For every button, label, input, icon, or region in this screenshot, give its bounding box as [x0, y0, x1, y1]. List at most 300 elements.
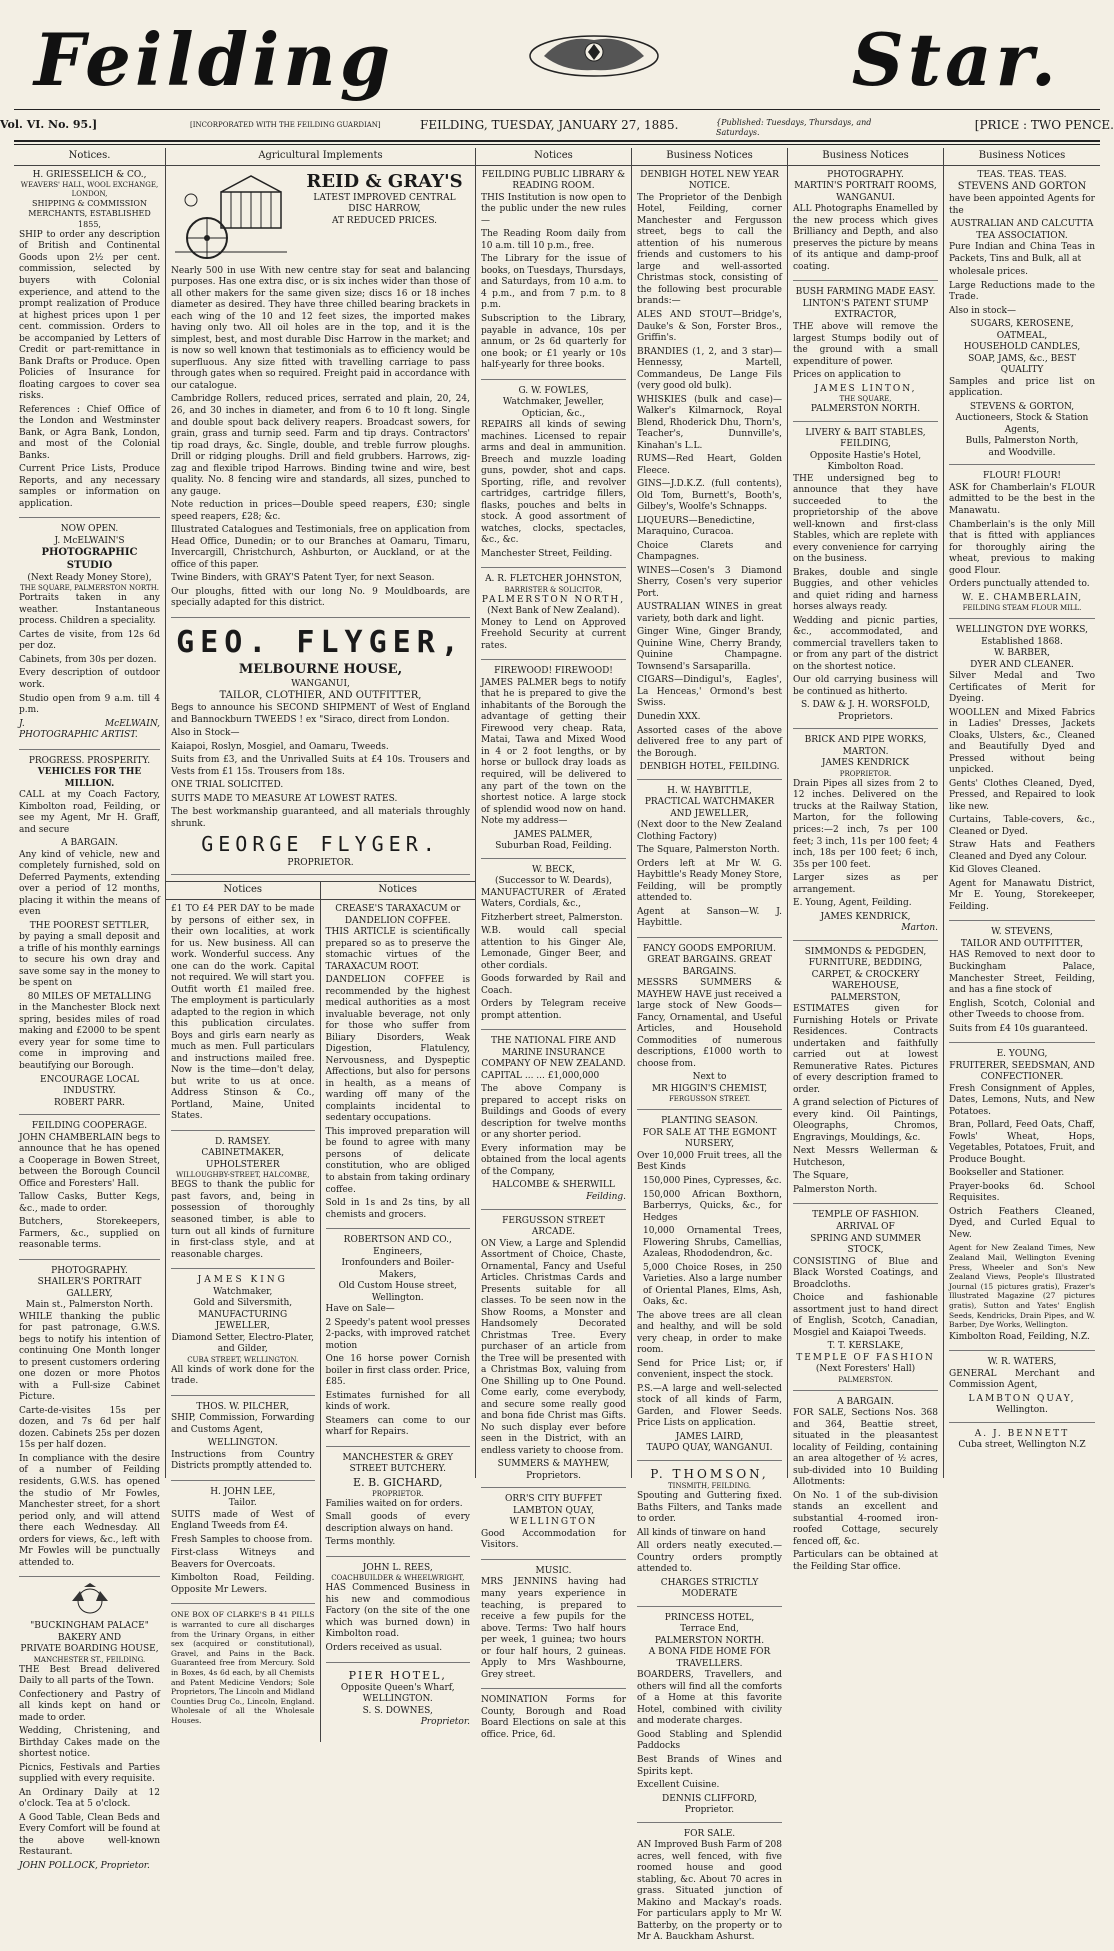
column-heading: Notices [166, 884, 320, 900]
ad-subtitle: HOUSEHOLD CANDLES, [963, 342, 1081, 353]
ad-title: JAMES KING [197, 1275, 288, 1286]
ad-signature: W. BARBER, [993, 648, 1051, 659]
ad-title: TEMPLE OF FASHION. [812, 1210, 919, 1221]
ad-body: ON View, a Large and Splendid Assortment of Choice, Chaste, Ornamental, Fancy and Useful Articles. Christmas Cards and Presents suitable for all classes. To be seen now in the Show Rooms, a Monster and Handsomely Decorated Christmas Tree. Every purchaser of an article from the Tree will be presented with a Christmas Box, valuing from One Shilling up to One Pound. Come early, come everybody, and secure some really good and bona fide Christ mas Gifts. No such display ever before seen in the District, with an endless variety to choose from. [481, 1238, 626, 1456]
ad-subtitle: BARRISTER & SOLICITOR, [504, 585, 603, 594]
ad-signature: JAMES KENDRICK [821, 758, 910, 769]
ad-subtitle: DYER AND CLEANER. [970, 659, 1074, 670]
ad-body: Have on Sale— [325, 1304, 395, 1315]
ad-body: Kid Gloves Cleaned. [949, 865, 1041, 876]
ad-signature: Proprietor. [420, 1717, 470, 1728]
ad-body: P.S.—A large and well-selected stock of all kinds of Farm, Garden, and Flower Seeds. Price Lists on application. [637, 1383, 782, 1429]
ad-subtitle: DISC HARROW, [348, 204, 421, 215]
ad-body: ONE TRIAL SOLICITED. [171, 780, 284, 791]
ad-signature: J. McELWAIN, PHOTOGRAPHIC ARTIST. [19, 718, 160, 741]
ad-subtitle: Ironfounders and Boiler-Makers, [341, 1258, 455, 1280]
ad-body: Suits from £4 10s guaranteed. [949, 1023, 1088, 1034]
publication-days: {Published: Tuesdays, Thursdays, and Saturdays. [716, 118, 872, 138]
ad-linton [793, 287, 938, 421]
ad-title: REID & GRAY'S [306, 170, 463, 192]
ad-subtitle: Watchmaker, [213, 1286, 273, 1297]
ad-body: BEGS to thank the public for past favors, and, being in possession of thoroughly seasoned timber, is able to turn out all kinds of furniture in first-class style, and at reasonable charges. [171, 1180, 315, 1260]
ad-body: Families waited on for orders. [325, 1498, 463, 1509]
ad-body: Assorted cases of the above delivered free to any part of the Borough. [637, 725, 782, 759]
ad-title: JOHN L. REES, [362, 1562, 433, 1573]
ad-body: BOARDERS, Travellers, and others will find all the comforts of a Home at this favorite Hotel, combined with civility and moderate charges. [637, 1670, 782, 1727]
ad-orr-buffet [481, 1494, 626, 1560]
ad-address: MR HIGGIN'S CHEMIST, [651, 1083, 768, 1094]
ad-heading: BUSH FARMING MADE EASY. [795, 287, 936, 298]
ad-body: DANDELION COFFEE is recommended by the highest medical authorities as a most invaluable beverage, not only for those who suffer from Biliary Disorders, Weak Digestion, Flatulency, Nervousness, and Dyspeptic Affections, but also for persons in health, as a means of warding off many of the complaints incidental to sedentary occupations. [325, 975, 470, 1124]
ad-flyger [171, 624, 470, 876]
ad-subtitle: (Successor to W. Deards), [495, 876, 612, 887]
ad-address: and Woodville. [988, 447, 1056, 458]
ad-body: CIGARS—Dindigul's, Eagles', La Henceas,' Ormond's best Swiss. [637, 675, 782, 709]
ad-body: Nearly 500 in use With new centre stay for seat and balancing purposes. Has one extra disc, or is six inches wider than those of all other makers for the same given size; discs 16 or 18 inches diameter as desired. They have three chilled bearing brackets in each wing of the 10 and 12 feet sizes, the imported makes having only two. All oil holes are in the top, and it is the simplest, best, and most durable Disc Harrow in the market; and is now so well known that testimonials as to efficiency would be superfluous. Any size fitted with travelling carriage to pass through gates when so required. Freight paid in accordance with our catalogue. [171, 265, 470, 391]
ad-body: An Ordinary Daily at 12 o'clock. Tea at 5 o'clock. [19, 1787, 160, 1810]
ad-subtitle: SPRING AND SUMMER STOCK, [810, 1233, 921, 1256]
ad-crease [326, 904, 471, 1229]
ad-title: FANCY GOODS EMPORIUM. [643, 943, 776, 954]
ad-body: THE above will remove the largest Stumps bodily out of the ground with a small expenditure of power. [793, 321, 938, 367]
ad-title: H. W. HAYBITTLE, [667, 785, 752, 796]
column-heading: Business Notices [788, 150, 943, 166]
ad-body: Manchester Street, Feilding. [481, 548, 613, 559]
ad-king [171, 1275, 315, 1396]
ad-body: Particulars can be obtained at the Feilding Star office. [793, 1550, 938, 1572]
ad-subtitle: SOAP, JAMS, &c., BEST QUALITY [968, 353, 1076, 376]
ad-address: Marton. [901, 923, 938, 934]
ad-body: Wedding and picnic parties, &c., accommodated, and commercial travellers taken to or from any part of the district on the shortest notice. [793, 615, 938, 672]
column-heading: Notices. [14, 150, 165, 166]
ad-body: 2 Speedy's patent wool presses 2-packs, with improved ratchet motion [325, 1317, 470, 1351]
ad-body: Silver Medal and Two Certificates of Merit for Dyeing. [949, 671, 1095, 705]
ad-title: PLANTING SEASON. [661, 1116, 758, 1127]
ad-body: by paying a small deposit and a trifle of his monthly earnings to secure his own dray and save some say in the money to be spent on [19, 932, 160, 989]
ad-signature: S. DAW & J. H. WORSFOLD, [800, 700, 931, 711]
ad-address: (Next Bank of New Zealand). [487, 606, 620, 617]
ad-body: WHILE thanking the public for past patronage, G.W.S. begs to notify his intention of continuing One Month longer to present customers ordering one dozen or more Photos with a Full-size Cabinet Picture. [19, 1311, 160, 1403]
ad-body: Suits from £3, and the Unrivalled Suits at £4 10s. Trousers and Vests from £1 15s. Trousers from 18s. [171, 755, 470, 777]
ad-body: Every information may be obtained from the local agents of the Company, [481, 1143, 626, 1177]
ad-address: LAMBTON QUAY, [968, 1393, 1076, 1404]
ad-subtitle: Watchmaker, Jeweller, Optician, &c., [502, 397, 605, 419]
ad-address: Kimbolton Road. [827, 462, 904, 473]
ad-body: Kaiapoi, Roslyn, Mosgiel, and Oamaru, Tweeds. [171, 741, 389, 752]
ad-stinson [171, 904, 315, 1131]
ad-subtitle: Auctioneers, Stock & Station Agents, [955, 413, 1089, 435]
ad-address: THE SQUARE, PALMERSTON NORTH. [19, 584, 160, 593]
ad-heading: NOW OPEN. [60, 524, 119, 535]
ad-address: Opposite Hastie's Hotel, [809, 450, 922, 461]
ad-subtitle: PRIVATE BOARDING HOUSE, [20, 1644, 159, 1655]
ad-subtitle: TINSMITH, FEILDING. [668, 1482, 751, 1491]
ad-address: WANGANUI. [836, 192, 895, 203]
masthead-title-left: Feilding [34, 17, 395, 102]
ad-body: The Square, [793, 1171, 849, 1182]
ad-buckingham [19, 1583, 160, 1879]
ad-body: All kinds of work done for the trade. [171, 1364, 315, 1387]
ad-body: A grand selection of Pictures of every kind. Oil Paintings, Oleographs, Chromos, Engravings, Mouldings, &c. [793, 1098, 938, 1143]
ad-signature: JAMES LINTON, [814, 383, 917, 394]
ad-title: MARTIN'S PORTRAIT ROOMS, [794, 181, 937, 192]
ad-heading: PHOTOGRAPHY. [827, 169, 904, 180]
ad-body: ALL Photographs Enamelled by the new process which gives Brilliancy and Depth, and also preserves the picture by means of its antique and damp-proof coating. [793, 204, 938, 272]
ad-signature: ROBERT PARR. [54, 1097, 125, 1108]
ad-body: Agent for New Zealand Times, New Zealand Mail, Wellington Evening Press, Wheeler and Son's New Zealand Views, People's Illustrated Journal (15 pictures gratis), Frazer's Illustrated Magazine (27 pictures gratis), Sutton and Yates' English Seeds, Kendricks, Drain Pipes, and W. Barber, Dye Works, Wellington. [949, 1243, 1095, 1330]
ad-thomson [637, 1467, 782, 1607]
ad-johnston [481, 574, 626, 660]
ad-body: Straw Hats and Feathers Cleaned and Dyed any Colour. [949, 840, 1095, 862]
ad-body: Prices on application to [793, 370, 901, 381]
ad-body: (Next door to the New Zealand Clothing Factory) [637, 820, 782, 842]
ad-signature: STEVENS & GORTON, [969, 401, 1075, 412]
ad-body: Begs to announce his SECOND SHIPMENT of West of England and Bannockburn TWEEDS ! ex "Siraco, direct from London. [171, 703, 470, 725]
ad-body: Butchers, Storekeepers, Farmers, &c., supplied on reasonable terms. [19, 1217, 160, 1251]
ad-body: MANUFACTURER of Ærated Waters, Cordials, &c., [481, 887, 626, 910]
ad-body: Dunedin XXX. [637, 712, 701, 722]
ad-body: CAPITAL ... ... £1,000,000 [481, 1070, 600, 1081]
ad-body: Also in Stock— [171, 728, 240, 739]
ad-body: Fitzherbert street, Palmerston. [481, 912, 623, 923]
ad-body: Send for Price List; or, if convenient, inspect the stock. [637, 1358, 782, 1381]
ad-body: Choice Clarets and Champagnes. [637, 540, 782, 563]
ad-body: Orders by Telegram receive prompt attention. [481, 999, 626, 1021]
ad-title: A BARGAIN. [837, 1396, 894, 1407]
ad-body: Terms monthly. [325, 1537, 396, 1548]
column-6 [944, 148, 1100, 1478]
royal-arms-icon [50, 1583, 130, 1617]
ad-subtitle: PROPRIETOR. [839, 769, 892, 778]
ad-subtitle: CABINETMAKER, UPHOLSTERER [201, 1148, 285, 1170]
ad-title: A. R. FLETCHER JOHNSTON, [485, 574, 622, 585]
top-rule [14, 140, 1100, 142]
ad-body: Prayer-books 6d. School Requisites. [949, 1181, 1095, 1204]
ad-body: Orders left at Mr W. G. Haybittle's Ready Money Store, Feilding, will be promptly attended to. [637, 858, 782, 904]
ad-body: in the Manchester Block next spring, besides miles of road making and £2000 to be spent every year for some time to come in improving and beautifying our Borough. [19, 1003, 160, 1071]
ad-signature: Proprietor. [684, 1805, 735, 1816]
ad-body: Confectionery and Pastry of all kinds kept on hand or made to order. [19, 1689, 160, 1723]
ad-haybittle [637, 786, 782, 938]
ad-body: Our old carrying business will be continued as hitherto. [793, 675, 938, 697]
ad-bargain-sections [793, 1397, 938, 1581]
ad-signature: Proprietors. [838, 711, 893, 722]
ad-heading: PHOTOGRAPHY. [51, 1265, 128, 1276]
ad-body: £1 TO £4 PER DAY to be made by persons of either sex, in their own localities, at work for us. New business. All can work. Wonderful success. Any one can do the work. Capital not required. We will start you. Outfit worth £1 mailed free. The employment is particularly adapted to the region in which this publication circulates. Boys and girls earn nearly as much as men. Full particulars and instructions mailed free. Now is the time—don't delay, but write to us at once. Address Stinson & Co., Portland, Maine, United States. [171, 904, 315, 1122]
ad-subtitle: Tailor. [228, 1498, 257, 1509]
ad-body: Studio open from 9 a.m. till 4 p.m. [19, 693, 160, 716]
column-2 [166, 148, 476, 1728]
masthead [14, 10, 1100, 110]
ad-body: GINS—J.D.K.Z. (full contents), Old Tom, Burnett's, Booth's, Gilbey's, Woolfe's Schnapps. [637, 479, 782, 513]
ad-body: Small goods of every description always on hand. [325, 1512, 470, 1534]
ad-body: The above trees are all clean and healthy, and will be sold very cheap, in order to make room. [637, 1310, 782, 1356]
ad-subtitle: Gold and Silversmith, [193, 1298, 293, 1309]
ad-w-stevens [949, 927, 1095, 1043]
ad-subtitle: Opposite Queen's Wharf, [340, 1682, 455, 1693]
ad-body: The above Company is prepared to accept risks on Buildings and Goods of every description for twelve months or any shorter period. [481, 1084, 626, 1141]
ad-title: STEVENS AND GORTON [957, 181, 1087, 193]
ad-music [481, 1566, 626, 1689]
ad-title: ROBERTSON AND CO., [343, 1235, 452, 1246]
ad-body: Orders received as usual. [325, 1643, 443, 1653]
ad-kerslake [793, 1210, 938, 1390]
notices-left [166, 882, 321, 1741]
ad-subtitle: COACHBUILDER & WHEELWRIGHT, [331, 1574, 465, 1583]
ad-title: FERGUSSON STREET ARCADE. [502, 1215, 605, 1238]
ad-lee [171, 1487, 315, 1605]
ad-body: JAMES PALMER begs to notify that he is prepared to give the inhabitants of the Borough the advantage of getting their Firewood very cheap. Rata, Matai, Tawa and Mixed Wood in 4 or 2 foot lengths, or by horse or bullock dray loads as required, will be delivered to any part of the town on the shortest notice. A large stock of splendid wood now on hand. Note my address— [481, 677, 626, 827]
ad-signature: JAMES PALMER, [514, 829, 593, 840]
ad-title: W. R. WATERS, [987, 1357, 1057, 1368]
ad-body: Next Messrs Wellerman & Hutcheson, [793, 1146, 938, 1168]
ad-body: LIQUEURS—Benedictine, Maraquino, Curacoa. [637, 515, 755, 538]
ad-body: CALL at my Coach Factory, Kimbolton road, Feilding, or see my Agent, Mr H. Graff, and secure [19, 790, 160, 835]
ad-signature: T. T. KERSLAKE, [827, 1341, 904, 1352]
ad-address: THE SQUARE, [839, 395, 892, 404]
ad-title: FIREWOOD! FIREWOOD! [494, 666, 613, 677]
ad-subtitle: FRUITERER, SEEDSMAN, AND CONFECTIONER. [949, 1060, 1095, 1083]
crest-icon [524, 26, 664, 82]
ad-title: MANCHESTER & GREY STREET BUTCHERY. [342, 1452, 454, 1475]
ad-body: Estimates furnished for all kinds of work. [325, 1390, 470, 1413]
ad-ramsey [171, 1137, 315, 1269]
ad-body: Curtains, Table-covers, &c., Cleaned or Dyed. [949, 815, 1095, 837]
ad-griesselich [19, 170, 160, 519]
ad-subtitle: ARRIVAL OF [836, 1221, 895, 1232]
ad-subtitle: FEILDING STEAM FLOUR MILL. [962, 604, 1082, 613]
ad-denbigh-hotel [637, 170, 782, 780]
ad-heading: VEHICLES FOR THE MILLION. [37, 767, 142, 789]
ad-body: Spouting and Guttering fixed. Baths Filters, and Tanks made to order. [637, 1491, 782, 1525]
ad-nursery [637, 1116, 782, 1460]
ad-body: All kinds of tinware on hand [637, 1527, 766, 1538]
ad-body: Bran, Pollard, Feed Oats, Chaff, Fowls' Wheat, Hops, Vegetables, Potatoes, Fruit, and Produce Bought. [949, 1120, 1095, 1165]
ad-body: AUSTRALIAN WINES in great variety, both dark and light. [637, 602, 782, 624]
ad-body: Fresh Samples to choose from. [171, 1534, 313, 1545]
ad-body: WOOLLEN and Mixed Fabrics in Ladies' Dresses, Jackets Cloaks, Ulsters, &c., Cleaned and Beautifully Dyed and Pressed without being unpicked. [949, 707, 1095, 776]
ad-signature: GEORGE FLYGER. [201, 832, 440, 857]
ad-heading: THE POOREST SETTLER, [29, 920, 150, 931]
ad-subtitle: PROPRIETOR. [372, 1489, 424, 1498]
ad-mcelwain [19, 524, 160, 749]
ad-heading: FEILDING COOPERAGE. [31, 1121, 148, 1132]
ad-body: Bookseller and Stationer. [949, 1168, 1065, 1179]
ad-heading: ENCOURAGE LOCAL INDUSTRY. [40, 1074, 139, 1097]
ad-title: SHAILER'S PORTRAIT GALLERY, [37, 1277, 142, 1299]
ad-subtitle: Established 1868. [981, 636, 1063, 647]
ad-body: have been appointed Agents for the [949, 194, 1095, 216]
ad-subtitle: Engineers, [373, 1246, 423, 1257]
ad-title: J. McELWAIN'S [54, 535, 125, 546]
ad-address: MANCHESTER ST., FEILDING. [33, 1655, 146, 1664]
ad-signature: W. E. CHAMBERLAIN, [961, 592, 1083, 603]
ad-body: The Square, Palmerston North. [637, 845, 780, 856]
ad-signature: DENBIGH HOTEL, FEILDING. [639, 762, 780, 773]
ad-body: HAS Commenced Business in his new and commodious Factory (on the site of the one which was burned down) in Kimbolton road. [325, 1583, 470, 1640]
ad-body: Good Accommodation for Visitors. [481, 1528, 626, 1551]
ad-body: Larger sizes as per arrangement. [793, 873, 938, 895]
column-4 [632, 148, 788, 1943]
ad-signature: DENNIS CLIFFORD, [662, 1793, 757, 1804]
ad-body: Ostrich Feathers Cleaned, Dyed, and Curled Equal to New. [949, 1206, 1095, 1240]
ad-heading: 80 MILES OF METALLING [27, 991, 152, 1002]
ad-body: All orders neatly executed.—Country orders promptly attended to. [637, 1541, 782, 1575]
ad-body: Tallow Casks, Butter Kegs, &c., made to order. [19, 1192, 160, 1214]
ad-brick-works [793, 735, 938, 940]
ad-bush-farm [637, 1829, 782, 1951]
ad-title: DENBIGH HOTEL NEW YEAR NOTICE. [640, 169, 779, 192]
ad-body: SHIP, Commission, Forwarding and Customs Agent, [171, 1413, 315, 1435]
ad-body: First-class Witneys and Beavers for Overcoats. [171, 1548, 315, 1570]
ad-subtitle: LAMBTON QUAY, [513, 1505, 594, 1516]
ad-title: GEO. FLYGER, [176, 624, 465, 660]
ad-subtitle: TAILOR AND OUTFITTER, [960, 938, 1084, 949]
ad-title: THE NATIONAL FIRE AND MARINE INSURANCE COMPANY OF NEW ZEALAND. [481, 1036, 626, 1070]
ad-subtitle: FOR SALE AT THE EGMONT NURSERY, [642, 1127, 777, 1150]
ad-signature: S. S. DOWNES, [362, 1705, 433, 1716]
ad-pilcher [171, 1402, 315, 1481]
ad-body: HAS Removed to next door to Buckingham Palace, Manchester Street, Feilding, and has a fine stock of [949, 950, 1095, 996]
ad-princess-hotel [637, 1613, 782, 1823]
ad-subtitle: Old Custom House street, [338, 1281, 457, 1292]
ad-title: THOS. W. PILCHER, [196, 1401, 290, 1412]
ad-subtitle: MANUFACTURING JEWELLER, [198, 1309, 288, 1332]
ad-body: THE Best Bread delivered Daily to all parts of the Town. [19, 1664, 160, 1687]
ad-body: One 16 horse power Cornish boiler in first class order. Price, £85. [325, 1354, 470, 1388]
ad-body: Agent for Manawatu District, Mr E. Young, Storekeeper, Feilding. [949, 878, 1095, 912]
ad-address: (Next Ready Money Store), [27, 572, 152, 583]
ad-body: NOMINATION Forms for County, Borough and Road Board Elections on sale at this office. Price, 6d. [481, 1695, 626, 1740]
ad-body: The Library for the issue of books, on Tuesdays, Thursdays, and Saturdays, from 10 a.m. to 4 p.m., and from 7 p.m. to 8 p.m. [481, 254, 626, 311]
ad-signature: HALCOMBE & SHERWILL [492, 1180, 615, 1191]
ad-subtitle: TEMPLE OF FASHION [796, 1352, 935, 1363]
ad-robertson [326, 1235, 471, 1447]
ad-signature: Feilding. [586, 1192, 626, 1202]
ad-body: FOR SALE, Sections Nos. 368 and 364, Beattie street, situated in the pleasantest locality of Feilding, containing an area altogether of ½ acres, sub-divided into 10 Building Allotments: [793, 1408, 938, 1488]
ad-title: FEILDING PUBLIC LIBRARY & READING ROOM. [481, 169, 626, 192]
ad-subtitle: TAILOR, CLOTHIER, AND OUTFITTER, [219, 690, 422, 702]
ad-body: Money to Lend on Approved Freehold Security at current rates. [481, 617, 626, 651]
ad-body: REPAIRS all kinds of sewing machines. Licensed to repair arms and deal in ammunition. Breech and muzzle loading guns, powder, shot and caps. Sporting, rifle, and revolver cartridges, cartridge fillers, flasks, pouches and belts in stock. A good assortment of watches, clocks, spectacles, &c., &c. [481, 420, 626, 546]
ad-address: PALMERSTON, [830, 992, 901, 1003]
ad-body: Best Brands of Wines and Spirits kept. [637, 1755, 782, 1777]
ad-cooperage [19, 1121, 160, 1260]
ad-title: A. J. BENNETT [974, 1428, 1070, 1439]
ad-body: Over 10,000 Fruit trees, all the Best Kinds [637, 1150, 782, 1173]
ad-body: Excellent Cuisine. [637, 1780, 720, 1791]
ad-body: Good Stabling and Splendid Paddocks [637, 1729, 782, 1752]
ad-body: Ginger Wine, Ginger Brandy, Quinine Wine, Cherry Brandy, Quinine Champagne. Townsend's Sarsaparilla. [637, 627, 782, 672]
ad-body: MESSRS SUMMERS & MAYHEW HAVE just received a large stock of New Goods—Fancy, Ornamental, and Useful Articles, and Household Commodities of numerous descriptions, £1000 worth to choose from. [637, 978, 782, 1069]
ad-subtitle: PRACTICAL WATCHMAKER AND JEWELLER, [644, 797, 775, 819]
ad-address: Next to [692, 1072, 727, 1083]
ad-subtitle: FURNITURE, BEDDING, CARPET, & CROCKERY WAREHOUSE, [808, 958, 923, 992]
column-heading: Business Notices [944, 150, 1100, 166]
ad-address: WILLOUGHBY-STREET, HALCOMBE, [176, 1171, 310, 1180]
ad-body: WHISKIES (bulk and case)—Walker's Kilmarnock, Royal Blend, Rhoderick Dhu, Thorn's, Teacher's, Dunnville's, Kinahan's L.L. [637, 394, 782, 451]
ad-chamberlain-flour [949, 471, 1095, 619]
ad-gichard [326, 1453, 471, 1557]
ad-simmonds [793, 947, 938, 1205]
ad-body: Choice and fashionable assortment just to hand direct of English, Scotch, Canadian, Mosgiel and Kaiapoi Tweeds. [793, 1293, 938, 1338]
ad-body: Palmerston North. [793, 1184, 878, 1195]
ad-title: LIVERY & BAIT STABLES, [805, 427, 926, 438]
ad-body: 150,000 Pines, Cypresses, &c. [643, 1176, 782, 1186]
ad-body: Goods forwarded by Rail and Coach. [481, 974, 626, 996]
ad-body: Pure Indian and China Teas in Packets, Tins and Bulk, all at [949, 242, 1095, 264]
ad-title: D. RAMSEY. [215, 1136, 271, 1147]
ad-address: MARTON. [842, 746, 889, 757]
ad-firewood [481, 666, 626, 858]
ad-subtitle: Terrace End, [680, 1624, 739, 1635]
ad-body: SUITS MADE TO MEASURE AT LOWEST RATES. [171, 793, 398, 804]
ad-beck [481, 865, 626, 1031]
ad-body: Instructions from Country Districts promptly attended to. [171, 1449, 315, 1472]
ad-title: G. W. FOWLES, [518, 385, 589, 396]
ad-address: WEAVERS' HALL, WOOL EXCHANGE, LONDON, [20, 181, 159, 199]
ad-heading: CHARGES STRICTLY MODERATE [660, 1577, 759, 1600]
ad-parr [19, 756, 160, 1115]
ad-body: W.B. would call special attention to his Ginger Ale, Lemonade, Ginger Beer, and other cordials. [481, 926, 626, 971]
ad-body: Every description of outdoor work. [19, 668, 160, 690]
volume-number: Vol. VI. No. 95.] [0, 118, 98, 131]
ad-address: WANGANUI, [291, 678, 350, 689]
notices-right [321, 882, 476, 1741]
ad-body: Illustrated Catalogues and Testimonials, free on application from Head Office, Dunedin; or to our Branches at Oamaru, Timaru, Invercargill, Christchurch, Ashburton, or Auckland, or at the office of this paper. [171, 525, 470, 570]
ad-body: Agent at Sanson—W. J. Haybittle. [637, 906, 782, 929]
columns [14, 148, 1100, 1943]
ad-signature: JAMES KENDRICK, [820, 911, 911, 922]
ad-title: E. YOUNG, [996, 1049, 1048, 1060]
ad-body: wholesale prices. [949, 267, 1028, 278]
ad-title: P. THOMSON, [650, 1466, 769, 1481]
ad-address: PALMERSTON NORTH. [654, 1635, 765, 1646]
ad-address: PALMERSTON NORTH. [810, 404, 921, 415]
ad-title: H. JOHN LEE, [210, 1486, 276, 1497]
ad-body: E. Young, Agent, Feilding. [793, 898, 912, 909]
ad-body: English, Scotch, Colonial and other Tweeds to choose from. [949, 998, 1095, 1021]
ad-signature: JAMES LAIRD, [675, 1431, 744, 1442]
ad-body: Sold in 1s and 2s tins, by all chemists and grocers. [325, 1198, 470, 1220]
column-heading: Business Notices [632, 150, 787, 166]
ad-title: FLOUR! FLOUR! [982, 471, 1062, 482]
ad-body: In compliance with the desire of a number of Feilding residents, G.W.S. has opened the studio of Mr Fowles, Manchester street, for a short period only, and will attend there each Wednesday. All orders for views, &c., left with Mr Fowles will be punctually attended to. [19, 1453, 160, 1568]
ad-body: On No. 1 of the sub-division stands an excellent and substantial 4-roomed iron-roofed Cottage, securely fenced off, &c. [793, 1490, 938, 1547]
column-5 [788, 148, 944, 1572]
ad-fowles [481, 386, 626, 569]
ad-address: Cuba street, Wellington N.Z [958, 1440, 1086, 1451]
ad-body: THE undersigned beg to announce that they have succeeded to the proprietorship of the above well-known and first-class Stables, which are replete with every convenience for carrying on the business. [793, 473, 938, 565]
ad-signature: PROPRIETOR. [287, 857, 354, 868]
ad-signature: SUMMERS & MAYHEW, Proprietors. [497, 1459, 610, 1481]
ad-dye-works [949, 625, 1095, 921]
ad-body: Brakes, double and single Buggies, and other vehicles and quiet riding and harness horses always ready. [793, 567, 938, 613]
ad-address: Wellington. [371, 1292, 424, 1303]
ad-insurance [481, 1036, 626, 1209]
ad-title: ORR'S CITY BUFFET [505, 1494, 602, 1505]
ad-body: A Good Table, Clean Beds and Every Comfort will be found at the above well-known Restaurant. [19, 1812, 160, 1858]
ad-title: LINTON'S PATENT STUMP EXTRACTOR, [802, 298, 929, 321]
ad-body: Picnics, Festivals and Parties supplied with every requisite. [19, 1762, 160, 1785]
column-heading: Notices [476, 150, 631, 166]
ad-body: Fresh Consignment of Apples, Dates, Lemons, Nuts, and New Potatoes. [949, 1083, 1095, 1117]
dateline [0, 112, 1114, 136]
ad-martin [793, 170, 938, 282]
ad-body: Cartes de visite, from 12s 6d per doz. [19, 629, 160, 652]
ad-body: Steamers can come to our wharf for Repairs. [325, 1415, 470, 1438]
ad-body: Any kind of vehicle, new and completely furnished, sold on Deferred Payments, extending over a period of 12 months, placing it within the means of even [19, 849, 160, 918]
